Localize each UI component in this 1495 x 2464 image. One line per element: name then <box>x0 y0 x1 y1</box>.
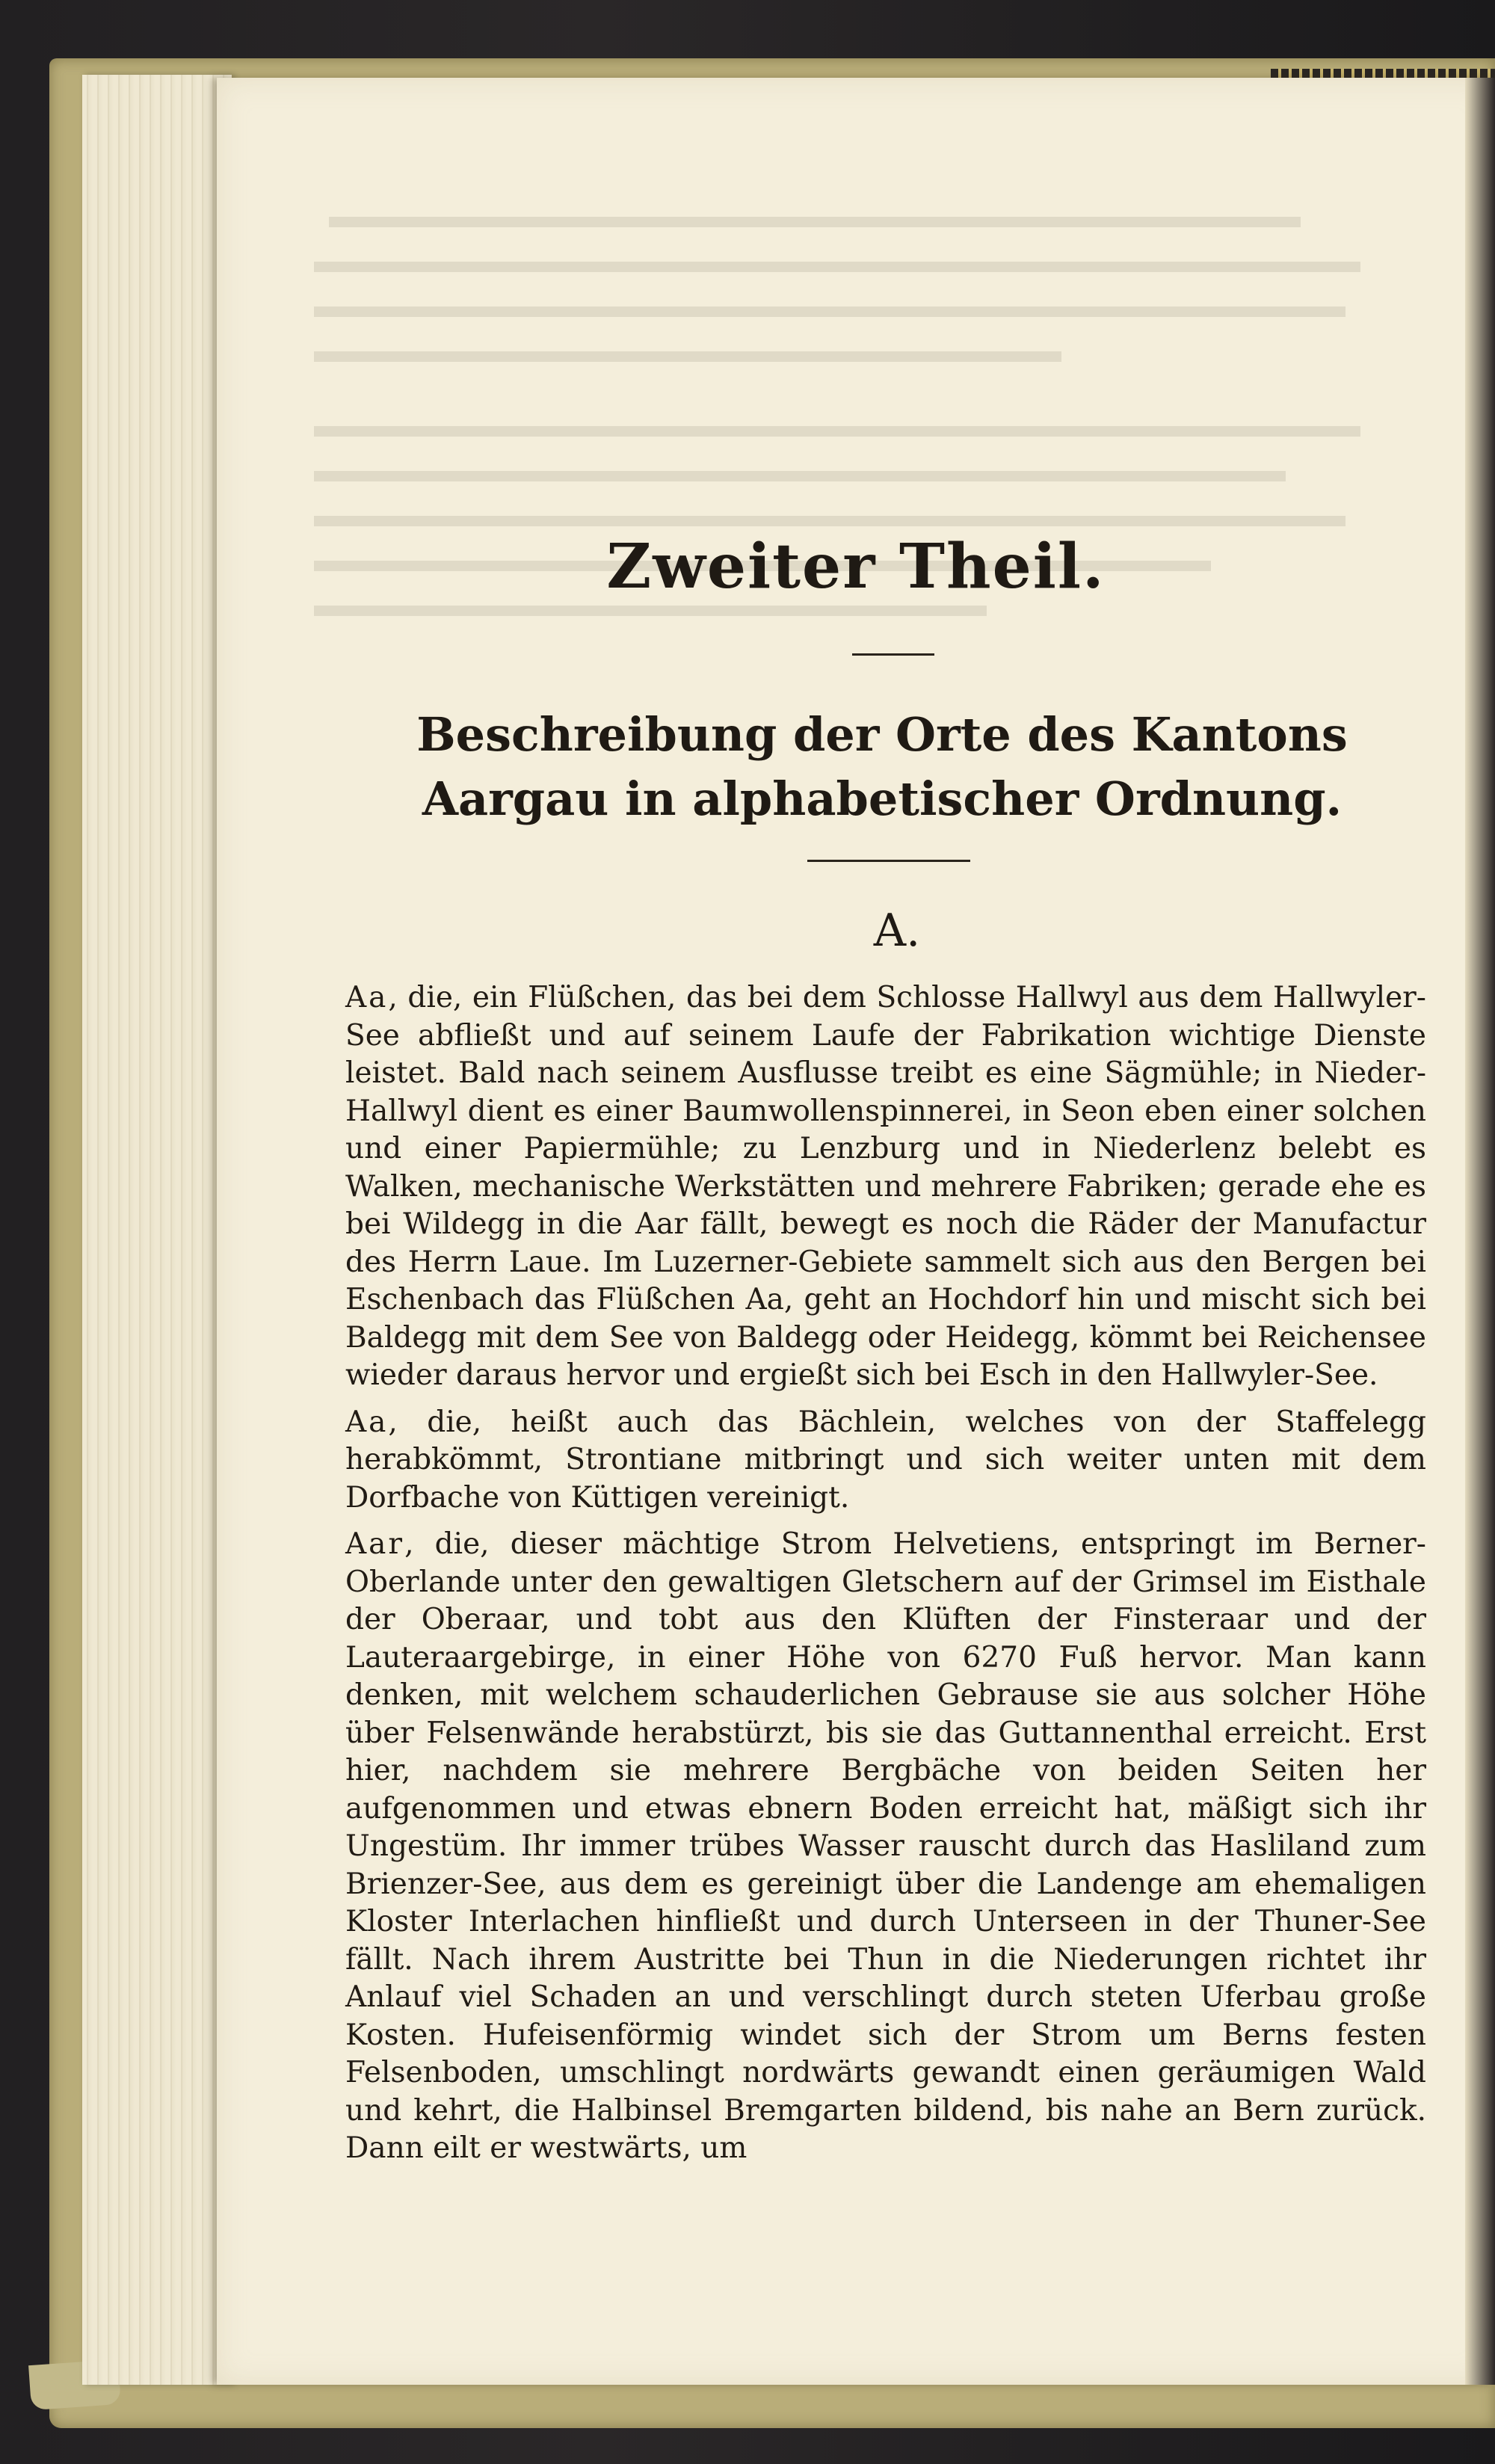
entries-body <box>345 979 1426 2177</box>
section-subtitle: Beschreibung der Orte des Kantons Aargau in alphabetischer Ordnung. <box>416 707 1348 826</box>
entry-text: , die, ein Flüßchen, das bei dem Schlosse Hallwyl aus dem Hallwyler-See abfließt und auf seinem Laufe der Fabrikation wichtige Dienste leistet. Bald nach seinem Ausflusse treibt es eine Sägmühle; in Nieder-Hallwyl dient es einer Baumwollenspinnerei, in Seon eben einer solchen und einer Papiermühle; zu Lenzburg und in Niederlenz belebt es Walken, mechanische Werkstätten und mehrere Fabriken; gerade ehe es bei Wildegg in die Aar fällt, bewegt es noch die Räder der Manufactur des Herrn Laue. Im Luzerner-Gebiete sammelt sich aus den Bergen bei Eschenbach das Flüßchen Aa, geht an Hochdorf hin und mischt sich bei Baldegg mit dem See von Baldegg oder Heidegg, kömmt bei Reichensee wieder daraus hervor und ergießt sich bei Esch in den Hallwyler-See. <box>345 981 1426 1392</box>
subtitle-rule <box>807 860 970 862</box>
entry-lemma: Aa <box>345 1405 389 1439</box>
page-right-edge <box>1465 78 1495 2385</box>
entry-paragraph <box>345 979 1426 1395</box>
entry-lemma: Aar <box>345 1527 405 1561</box>
entry-paragraph <box>345 1526 1426 2168</box>
alphabet-letter-heading: A. <box>873 905 921 957</box>
entry-lemma: Aa <box>345 981 389 1014</box>
entry-paragraph <box>345 1404 1426 1518</box>
entry-text: , die, dieser mächtige Strom Helvetiens, entspringt im Berner-Oberlande unter den gewaltigen Gletschern auf der Grimsel im Eisthale der Oberaar, und tobt aus den Klüften der Finsteraar und der Lauteraargebirge, in einer Höhe von 6270 Fuß hervor. Man kann denken, mit welchem schauderlichen Gebrause sie aus solcher Höhe über Felsenwände herabstürzt, bis sie das Guttannenthal erreicht. Erst hier, nachdem sie mehrere Bergbäche von beiden Seiten her aufgenommen und etwas ebnern Boden erreicht hat, mäßigt sich ihr Ungestüm. Ihr immer trübes Wasser rauscht durch das Hasliland zum Brienzer-See, aus dem es gereinigt über die Landenge am ehemaligen Kloster Interlachen hinfließt und durch Unterseen in der Thuner-See fällt. Nach ihrem Austritte bei Thun in die Niederungen richtet ihr Anlauf viel Schaden an und verschlingt durch steten Uferbau große Kosten. Hufeisenförmig windet sich der Strom um Berns festen Felsenboden, umschlingt nordwärts gewandt einen geräumigen Wald und kehrt, die Halbinsel Bremgarten bildend, bis nahe an Bern zurück. Dann eilt er westwärts, um <box>345 1527 1426 2165</box>
part-title: Zweiter Theil. <box>606 531 1106 603</box>
entry-text: , die, heißt auch das Bächlein, welches von der Staffelegg herabkömmt, Strontiane mitbringt und sich weiter unten mit dem Dorfbache von Küttigen vereinigt. <box>345 1405 1426 1515</box>
page-stack-edge <box>82 75 232 2385</box>
title-rule <box>852 653 934 656</box>
